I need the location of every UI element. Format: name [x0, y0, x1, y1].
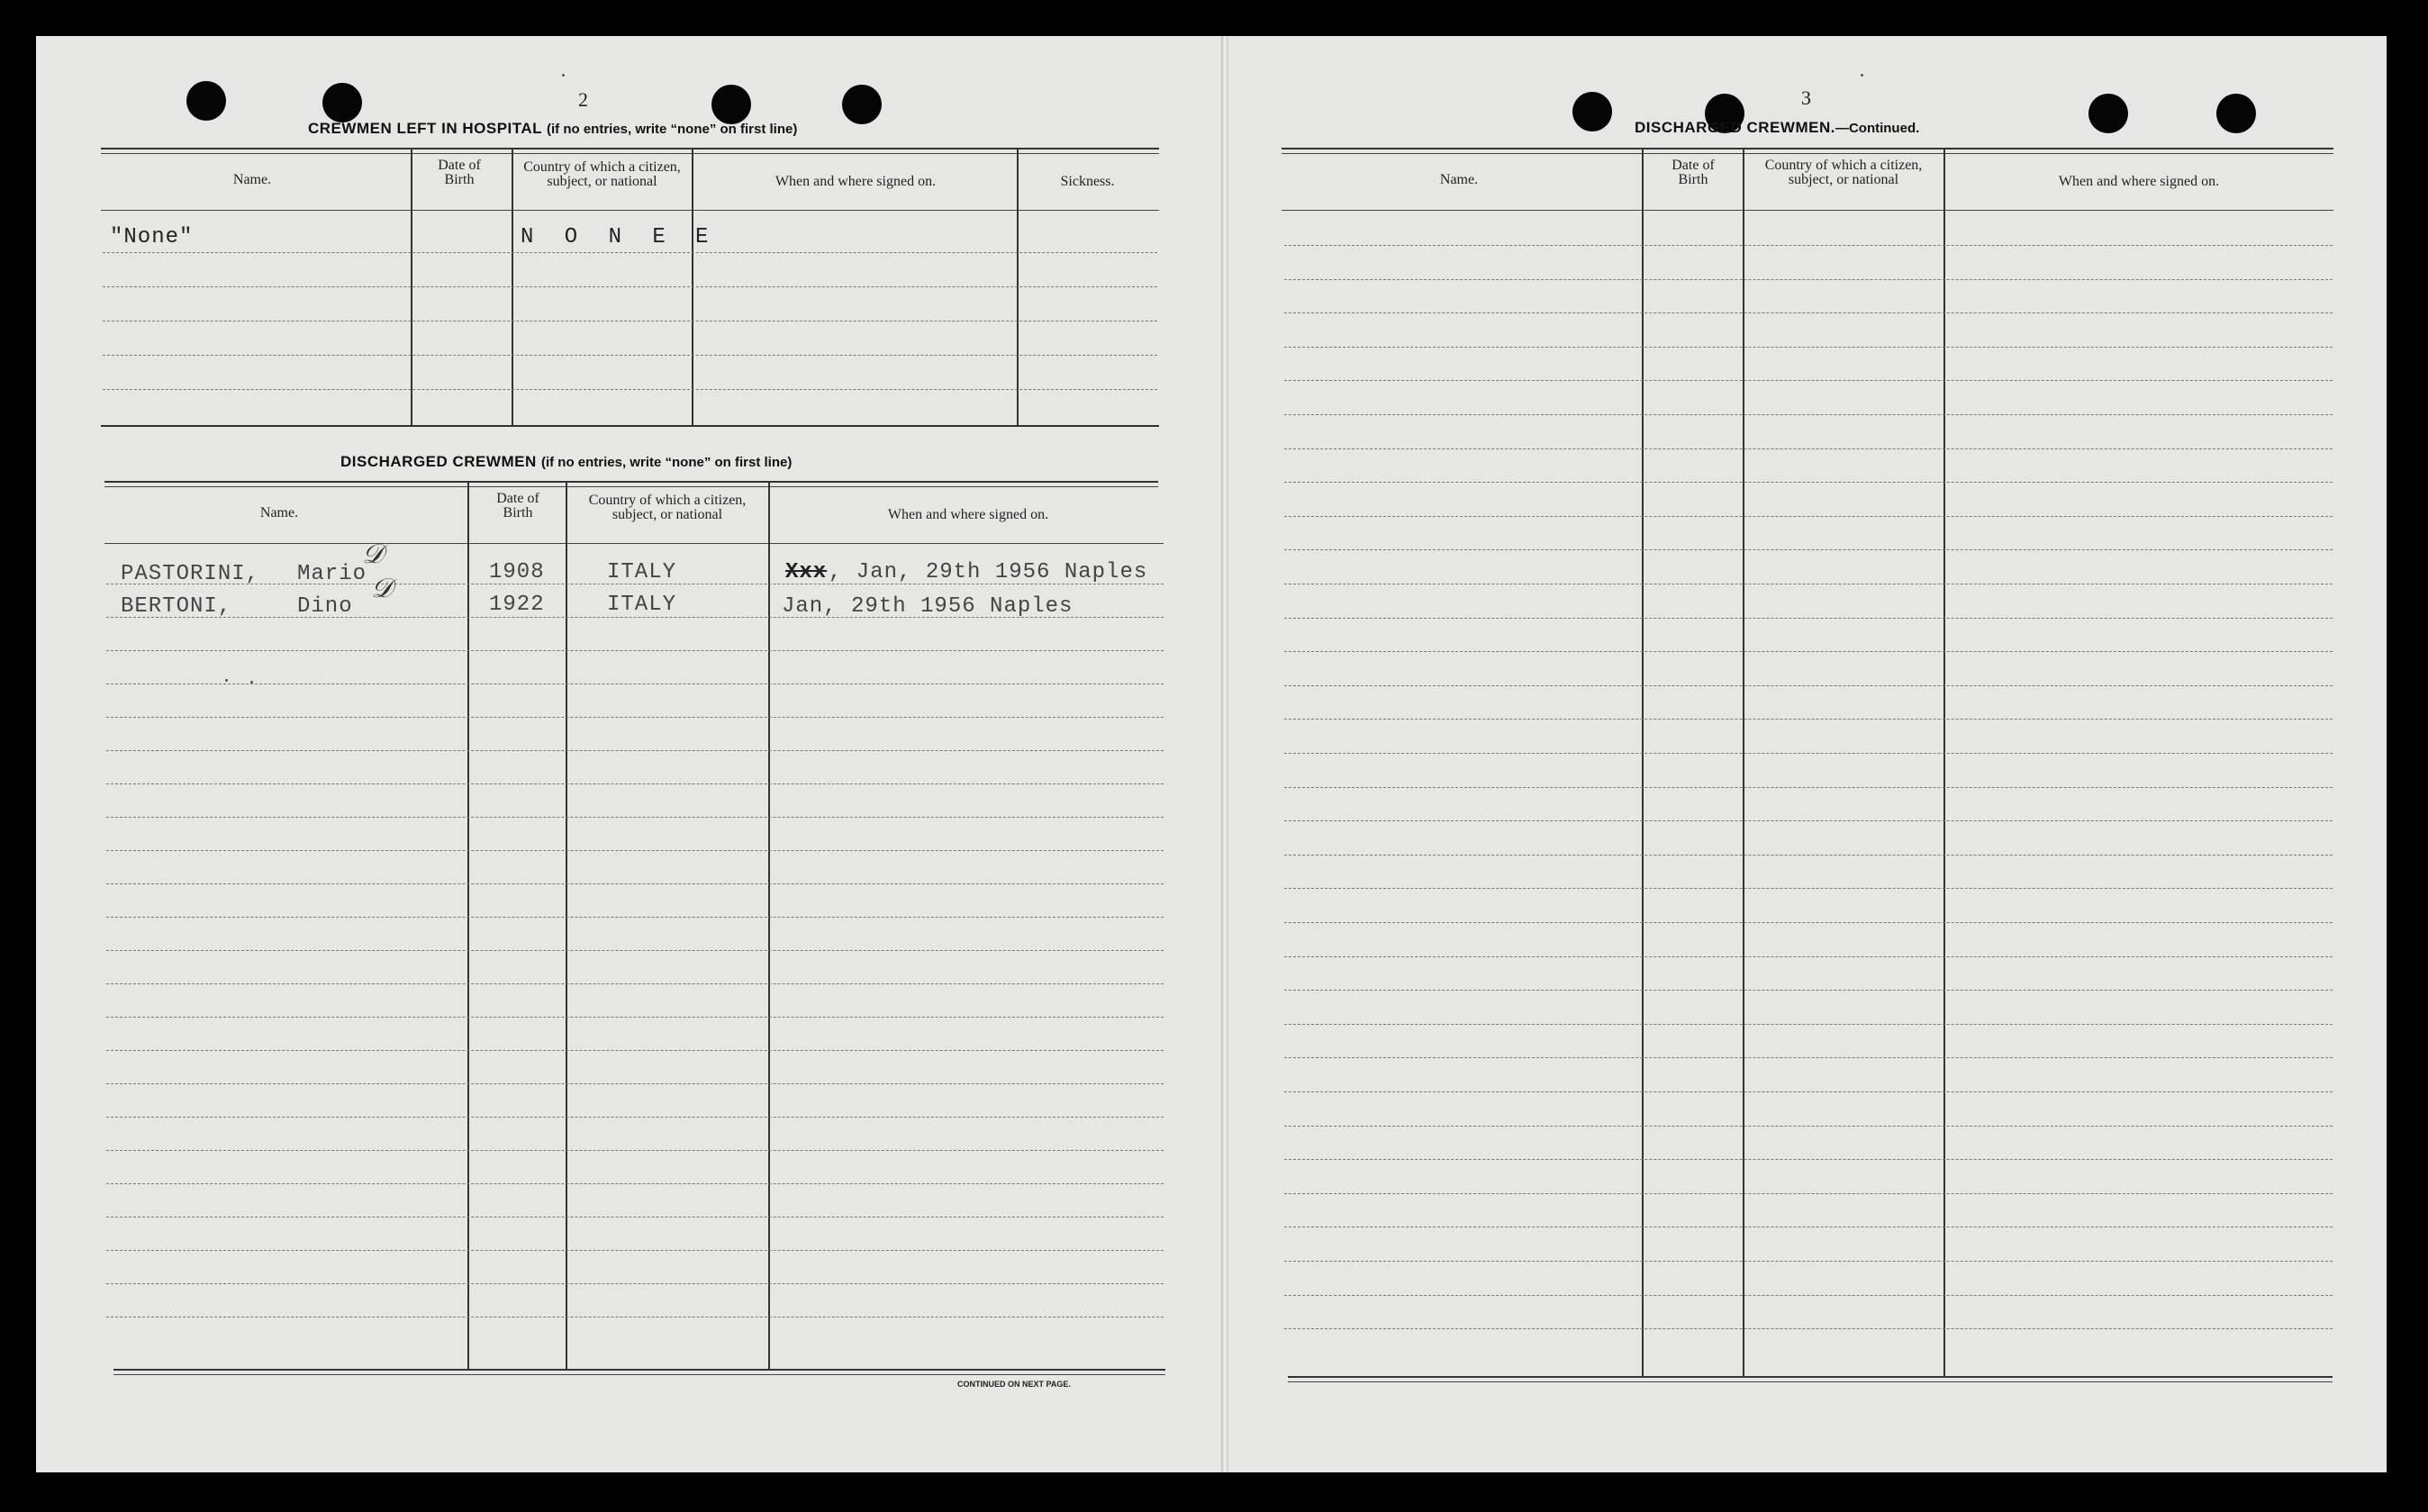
- crewman-given-name: Mario: [297, 562, 367, 586]
- crewman-dob: 1922: [489, 593, 545, 617]
- ruled-line: [1284, 855, 2333, 856]
- ruled-line: [106, 1183, 1164, 1184]
- page-number-left: 2: [578, 88, 588, 111]
- discharged-table-top: [104, 481, 1158, 483]
- ruled-line: [1284, 922, 2333, 923]
- ruled-line: [106, 750, 1164, 751]
- hospital-col-dob: Date of Birth: [438, 158, 481, 187]
- ruled-line: [1284, 888, 2333, 889]
- discharged-col-divider: [467, 483, 469, 1369]
- ruled-line: [1284, 1159, 2333, 1160]
- punch-hole: [2088, 94, 2128, 133]
- ruled-line: [1284, 1295, 2333, 1296]
- ruled-line: [106, 1217, 1164, 1218]
- ruled-line: [1284, 1126, 2333, 1127]
- paper-speck: [250, 681, 253, 684]
- hospital-col-country: Country of which a citizen, subject, or national: [523, 159, 681, 189]
- ruled-line: [106, 1017, 1164, 1018]
- ruled-line: [106, 817, 1164, 818]
- hospital-col-signed: When and where signed on.: [775, 174, 937, 189]
- right-col-dob: Date of Birth: [1672, 158, 1715, 187]
- discharged-header-bottom: [104, 543, 1164, 544]
- hospital-ruled-line: [103, 389, 1157, 390]
- ruled-line: [1284, 549, 2333, 550]
- right-table-top: [1282, 148, 2333, 149]
- hospital-entry-country: N O N E: [521, 225, 675, 249]
- ruled-line: [106, 1117, 1164, 1118]
- ruled-line: [1284, 380, 2333, 381]
- right-table-bottom: [1288, 1376, 2333, 1378]
- discharged-title-text: DISCHARGED CREWMEN: [340, 453, 537, 470]
- hospital-entry-name: "None": [110, 225, 194, 249]
- ruled-line: [106, 883, 1164, 884]
- hospital-col-sickness: Sickness.: [1060, 174, 1115, 189]
- ruled-line: [1284, 820, 2333, 821]
- punch-hole: [322, 83, 362, 122]
- right-col-name: Name.: [1439, 172, 1479, 187]
- crewman-signed: Jan, 29th 1956 Naples: [782, 594, 1074, 619]
- punch-hole: [2216, 94, 2256, 133]
- ruled-line: [1284, 1261, 2333, 1262]
- hospital-table-top: [101, 148, 1159, 149]
- crewman-signed-struck: Xxx: [785, 560, 828, 584]
- right-title-text: DISCHARGED CREWMEN.: [1635, 119, 1835, 136]
- ruled-line: [1284, 956, 2333, 957]
- hospital-title-text: CREWMEN LEFT IN HOSPITAL: [308, 120, 542, 137]
- hospital-col-divider: [411, 149, 412, 425]
- ruled-line: [106, 1283, 1164, 1284]
- paper-speck: [562, 74, 565, 77]
- crewman-surname: BERTONI,: [121, 594, 232, 619]
- right-page: [1225, 36, 2387, 1472]
- ruled-line: [1284, 279, 2333, 280]
- ruled-line: [106, 850, 1164, 851]
- crewman-country: ITALY: [607, 593, 677, 617]
- hospital-col-name: Name.: [232, 172, 272, 187]
- discharged-col-country: Country of which a citizen, subject, or national: [588, 493, 747, 522]
- hospital-ruled-line: [103, 355, 1157, 356]
- hospital-col-divider: [512, 149, 513, 425]
- discharged-col-signed: When and where signed on.: [887, 507, 1049, 522]
- punch-hole: [1572, 92, 1612, 131]
- right-header-bottom: [1282, 210, 2333, 211]
- ruled-line: [1284, 753, 2333, 754]
- right-section-title: [1635, 119, 1919, 137]
- paper-speck: [225, 679, 228, 682]
- ruled-line: [106, 717, 1164, 718]
- discharged-col-dob: Date of Birth: [496, 491, 539, 521]
- ruled-line: [106, 783, 1164, 784]
- initials-mark: 𝒟: [362, 539, 384, 570]
- ruled-line: [1284, 414, 2333, 415]
- ruled-line: [1284, 448, 2333, 449]
- discharged-col-divider: [566, 483, 567, 1369]
- right-title-suffix: —Continued.: [1835, 121, 1920, 136]
- ruled-line: [1284, 312, 2333, 313]
- ruled-line: [106, 917, 1164, 918]
- ruled-line: [1284, 685, 2333, 686]
- hospital-ruled-line: [103, 252, 1157, 253]
- ruled-line: [106, 650, 1164, 651]
- ruled-line: [1284, 245, 2333, 246]
- page-fold: [1221, 36, 1228, 1472]
- hospital-entry-signed: E: [695, 225, 710, 249]
- ruled-line: [106, 950, 1164, 951]
- ruled-line: [1284, 482, 2333, 483]
- ruled-line: [1284, 1057, 2333, 1058]
- crewman-surname: PASTORINI,: [121, 562, 260, 586]
- initials-mark: 𝒟: [371, 573, 393, 604]
- hospital-col-divider: [692, 149, 693, 425]
- crewman-country: ITALY: [607, 560, 677, 584]
- discharged-table-bottom: [113, 1369, 1165, 1371]
- crewman-dob: 1908: [489, 560, 545, 584]
- discharged-section-title: [340, 453, 792, 471]
- ruled-line: [1284, 719, 2333, 720]
- discharged-col-divider: [768, 483, 770, 1369]
- hospital-ruled-line: [103, 286, 1157, 287]
- hospital-table-bottom: [101, 425, 1159, 427]
- punch-hole: [711, 85, 751, 124]
- right-col-signed: When and where signed on.: [2058, 174, 2220, 189]
- ruled-line: [1284, 1193, 2333, 1194]
- hospital-header-bottom: [101, 210, 1159, 211]
- ruled-line: [106, 1050, 1164, 1051]
- crewman-signed: , Jan, 29th 1956 Naples: [829, 560, 1148, 584]
- right-table-bottom-2: [1288, 1381, 2333, 1382]
- hospital-title-note: (if no entries, write “none” on first line): [547, 122, 798, 137]
- crewman-given-name: Dino: [297, 594, 353, 619]
- ruled-line: [106, 1083, 1164, 1084]
- ruled-line: [106, 983, 1164, 984]
- continued-footer: CONTINUED ON NEXT PAGE.: [957, 1380, 1071, 1389]
- ruled-line: [1284, 1091, 2333, 1092]
- hospital-table-top-2: [101, 153, 1159, 154]
- ruled-line: [1284, 651, 2333, 652]
- right-col-country: Country of which a citizen, subject, or national: [1764, 158, 1923, 187]
- ruled-line: [1284, 516, 2333, 517]
- ruled-line: [106, 1250, 1164, 1251]
- punch-hole: [842, 85, 882, 124]
- punch-hole: [186, 81, 226, 121]
- ruled-line: [1284, 1328, 2333, 1329]
- ruled-line: [1284, 618, 2333, 619]
- paper-speck: [1861, 74, 1863, 77]
- ruled-line: [1284, 990, 2333, 991]
- hospital-col-divider: [1017, 149, 1019, 425]
- right-table-top-2: [1282, 153, 2333, 154]
- hospital-section-title: [308, 120, 797, 138]
- ruled-line: [1284, 787, 2333, 788]
- ruled-line: [1284, 1024, 2333, 1025]
- ruled-line: [106, 1150, 1164, 1151]
- discharged-table-bottom-2: [113, 1374, 1165, 1375]
- discharged-col-name: Name.: [259, 505, 299, 521]
- page-number-right: 3: [1801, 86, 1811, 109]
- discharged-table-top-2: [104, 486, 1158, 487]
- ruled-line: [1284, 347, 2333, 348]
- discharged-title-note: (if no entries, write “none” on first line): [540, 455, 793, 470]
